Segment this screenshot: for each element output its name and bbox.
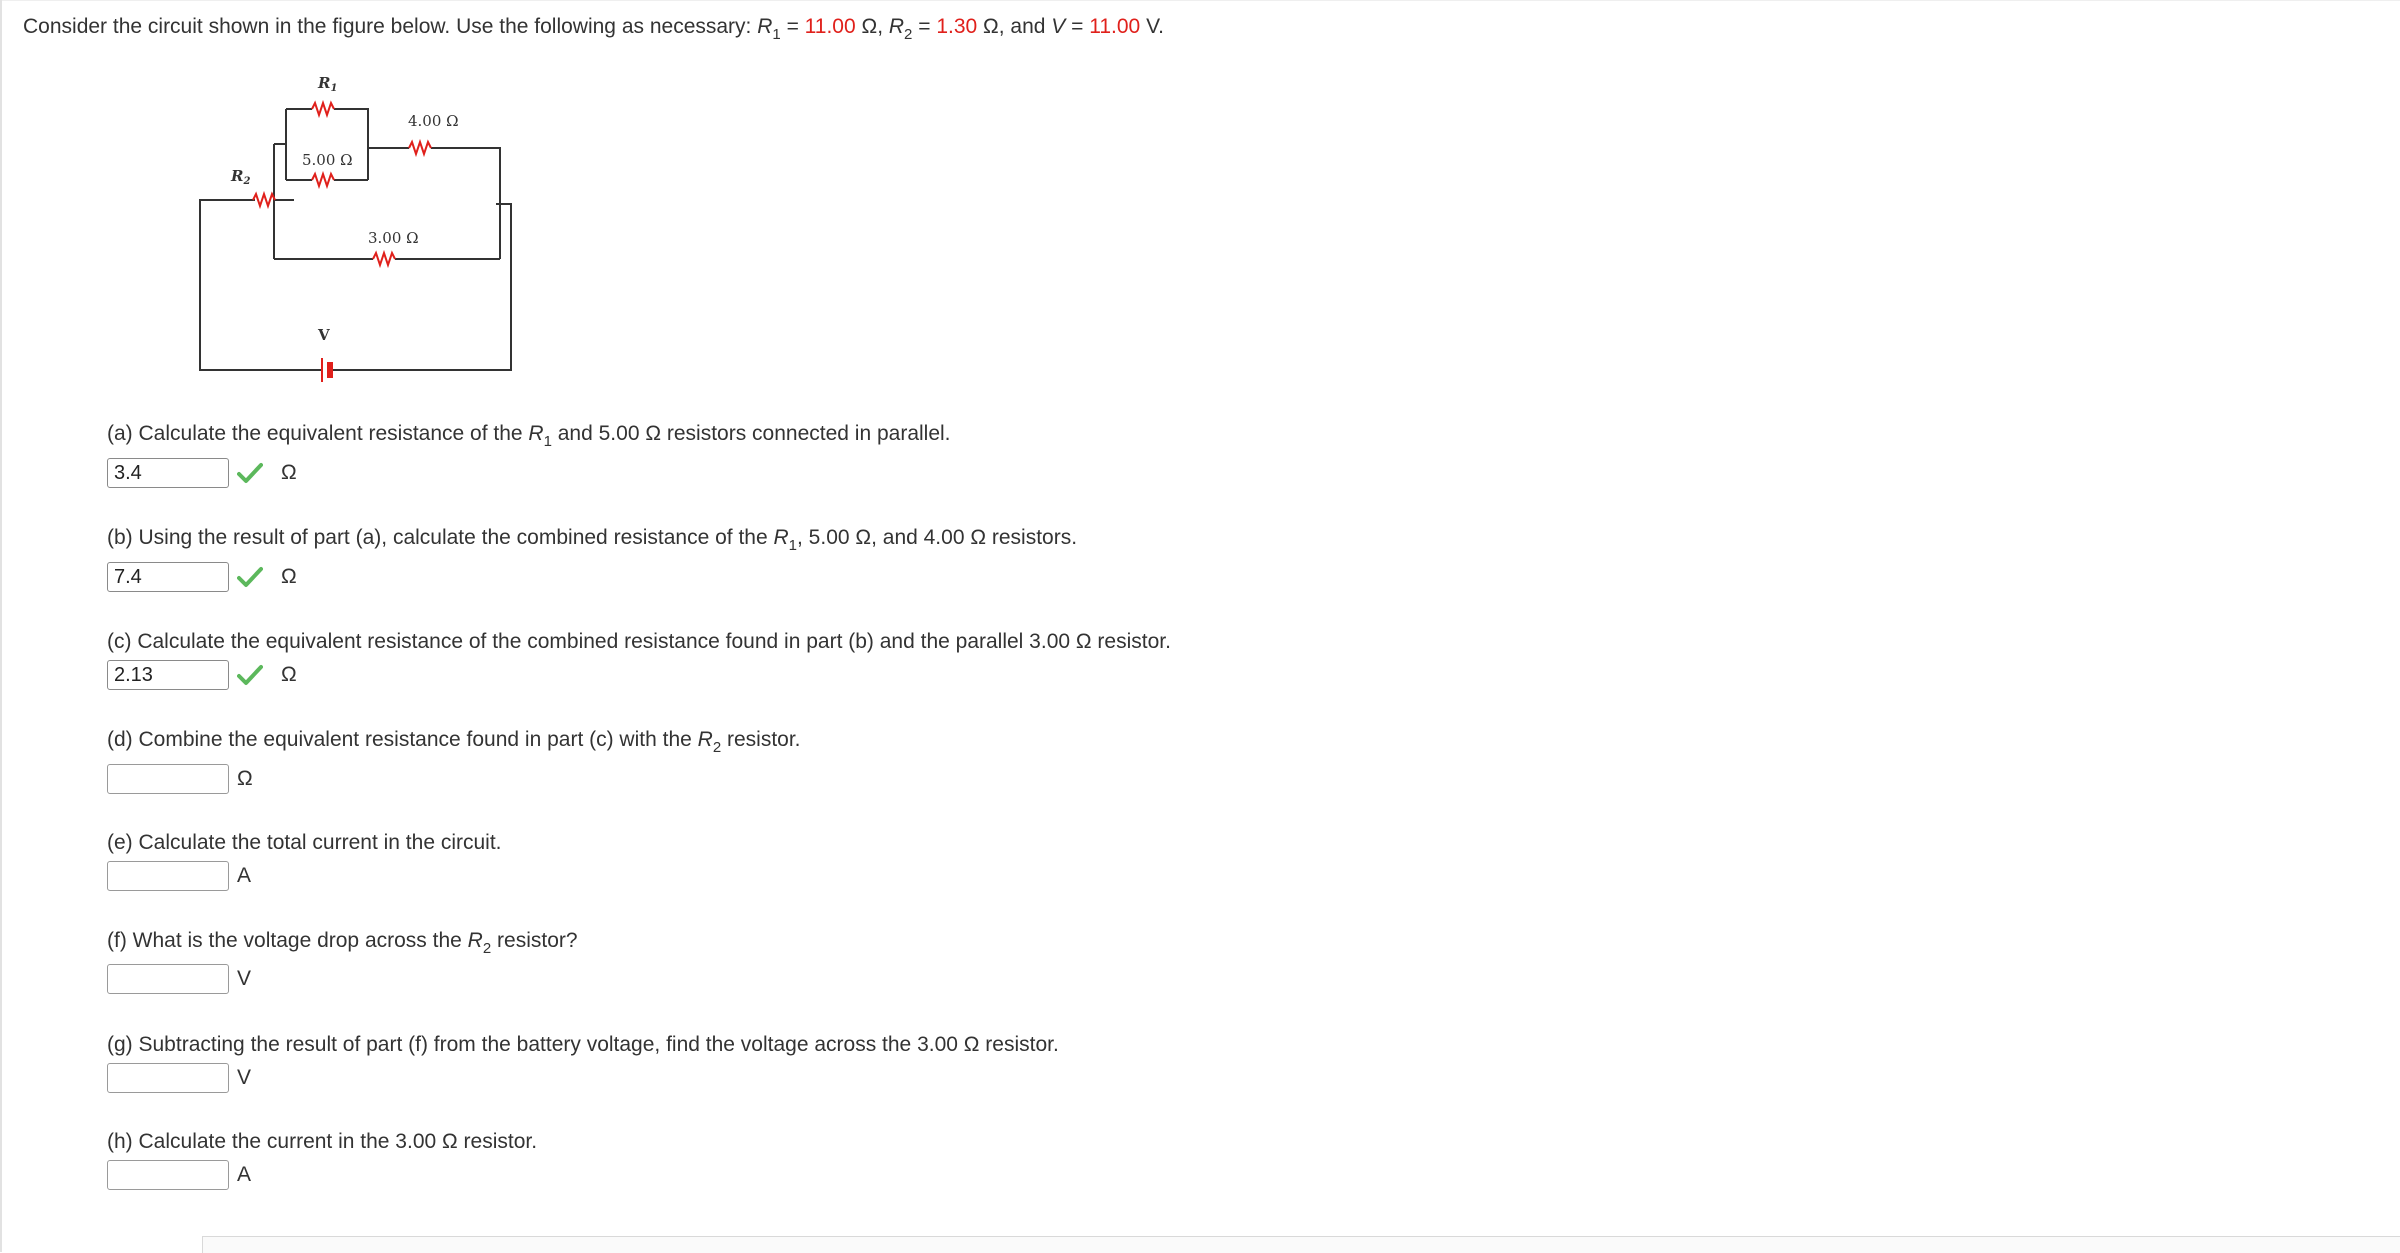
r2-subscript: 2 xyxy=(712,739,722,756)
answer-input-d[interactable] xyxy=(107,764,229,794)
v-symbol: V xyxy=(1051,15,1066,38)
answer-row-a xyxy=(107,456,297,490)
resistor-r1 xyxy=(312,103,334,115)
answer-row-g xyxy=(107,1061,251,1095)
intro-text: Consider the circuit shown in the figure below. Use the following as necessary: xyxy=(23,15,758,38)
unit-label-e: A xyxy=(237,864,252,887)
equals-sign: = xyxy=(780,15,805,38)
resistor-4-ohm xyxy=(409,142,431,154)
unit-label-g: V xyxy=(237,1066,252,1089)
question-a-text-end: and 5.00 Ω resistors connected in parallel. xyxy=(551,422,951,445)
question-a-text: (a) Calculate the equivalent resistance of the xyxy=(107,422,529,445)
r2-unit: Ω, and xyxy=(977,15,1052,38)
battery xyxy=(322,358,330,382)
v-value: 11.00 xyxy=(1089,15,1141,38)
question-f-text-end: resistor? xyxy=(491,929,578,952)
check-icon xyxy=(237,458,267,488)
answer-row-h xyxy=(107,1158,251,1192)
circuit-diagram xyxy=(190,66,530,396)
unit-label-b: Ω xyxy=(281,565,297,588)
question-b-text: (b) Using the result of part (a), calculate the combined resistance of the xyxy=(107,526,774,549)
r2-value: 1.30 xyxy=(936,15,978,38)
r2-subscript: 2 xyxy=(904,26,913,43)
unit-label-c: Ω xyxy=(281,663,297,686)
answer-row-e xyxy=(107,859,251,893)
unit-label-h: A xyxy=(237,1163,252,1186)
r1-subscript: 1 xyxy=(772,26,781,43)
problem-statement xyxy=(23,12,1164,42)
question-b xyxy=(107,524,1077,552)
answer-row-b xyxy=(107,560,297,594)
label-5-ohm: 5.00 Ω xyxy=(302,151,353,169)
answer-input-f[interactable] xyxy=(107,964,229,994)
equals-sign: = xyxy=(912,15,937,38)
resistor-r2 xyxy=(253,194,275,206)
r1-value: 11.00 xyxy=(804,15,856,38)
question-c: (c) Calculate the equivalent resistance of the combined resistance found in part (b) and the parallel 3.00 Ω resistor. xyxy=(107,630,1171,653)
r1-subscript: 1 xyxy=(788,537,798,554)
resistor-3-ohm xyxy=(373,253,395,265)
top-border xyxy=(0,0,2400,1)
answer-input-g[interactable] xyxy=(107,1063,229,1093)
left-border xyxy=(0,0,2,1252)
answer-input-e[interactable] xyxy=(107,861,229,891)
answer-input-a[interactable] xyxy=(107,458,229,488)
circuit-wires xyxy=(200,109,511,370)
question-f xyxy=(107,927,578,955)
answer-input-c[interactable] xyxy=(107,660,229,690)
unit-label-f: V xyxy=(237,967,252,990)
r1-subscript: 1 xyxy=(543,433,552,450)
resistor-5-ohm xyxy=(312,174,334,186)
question-e: (e) Calculate the total current in the circuit. xyxy=(107,831,502,854)
question-b-text-end: , 5.00 Ω, and 4.00 Ω resistors. xyxy=(797,526,1078,549)
r2-subscript: 2 xyxy=(482,940,492,957)
question-f-text: (f) What is the voltage drop across the xyxy=(107,929,468,952)
answer-row-c xyxy=(107,658,297,692)
r1-symbol: R xyxy=(528,422,544,445)
question-a xyxy=(107,420,951,448)
question-d-text-end: resistor. xyxy=(721,728,801,751)
question-d-text: (d) Combine the equivalent resistance found in part (c) with the xyxy=(107,728,698,751)
unit-label-d: Ω xyxy=(237,767,253,790)
r1-unit: Ω, xyxy=(855,15,889,38)
answer-input-b[interactable] xyxy=(107,562,229,592)
unit-label-a: Ω xyxy=(281,461,297,484)
r1-label: $R_1$ xyxy=(318,74,338,94)
check-icon xyxy=(237,660,267,690)
r2-symbol: R xyxy=(467,929,483,952)
r1-symbol: R xyxy=(773,526,789,549)
answer-row-f xyxy=(107,962,251,996)
label-4-ohm: 4.00 Ω xyxy=(408,112,459,130)
bottom-panel-edge xyxy=(202,1236,2400,1253)
battery-label: V xyxy=(318,326,330,344)
r2-label: $R_2$ xyxy=(231,167,251,187)
v-unit: V. xyxy=(1140,15,1164,38)
question-g: (g) Subtracting the result of part (f) from the battery voltage, find the voltage across the 3.00 Ω resistor. xyxy=(107,1033,1059,1056)
check-icon xyxy=(237,562,267,592)
question-d xyxy=(107,726,801,754)
question-h: (h) Calculate the current in the 3.00 Ω resistor. xyxy=(107,1130,538,1153)
answer-row-d xyxy=(107,762,253,796)
answer-input-h[interactable] xyxy=(107,1160,229,1190)
r2-symbol: R xyxy=(888,15,905,38)
equals-sign: = xyxy=(1065,15,1090,38)
r1-symbol: R xyxy=(757,15,773,38)
label-3-ohm: 3.00 Ω xyxy=(368,229,419,247)
r2-symbol: R xyxy=(697,728,713,751)
